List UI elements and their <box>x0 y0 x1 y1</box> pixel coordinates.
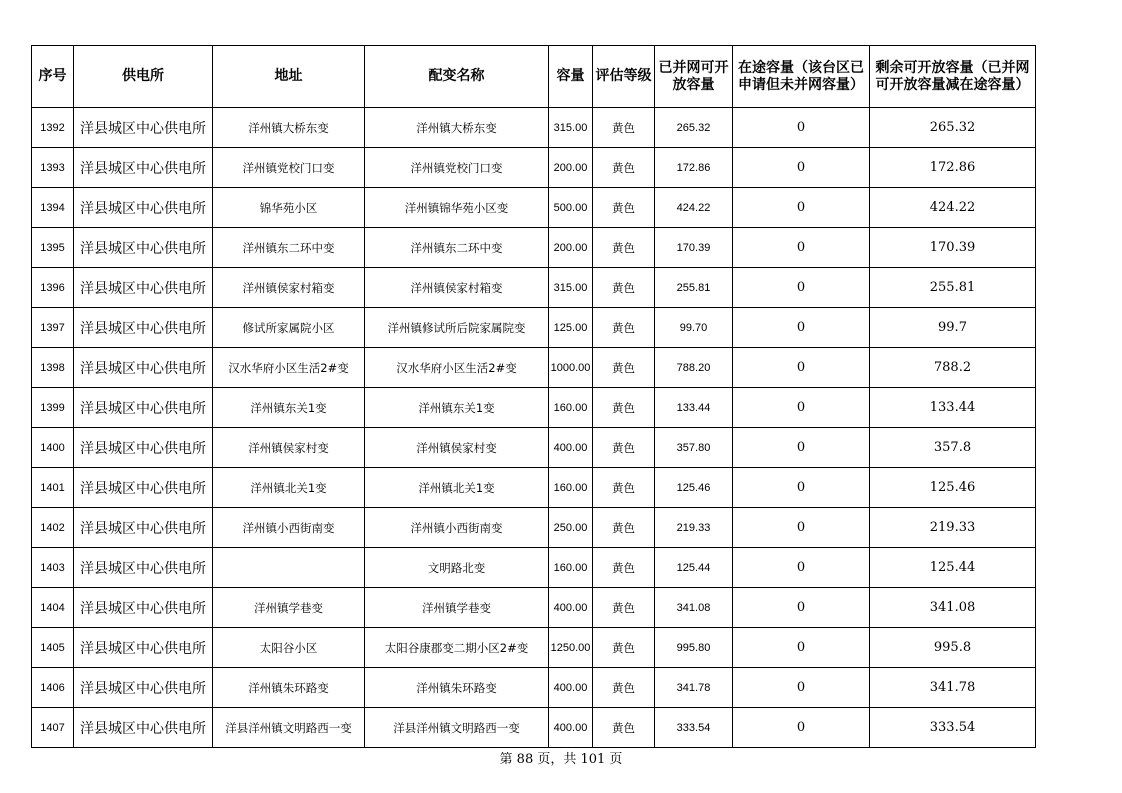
cell-in-transit: 0 <box>733 268 870 308</box>
cell-grade: 黄色 <box>593 148 655 188</box>
table-row <box>32 228 1036 268</box>
cell-transformer-name: 洋州镇锦华苑小区变 <box>365 188 549 228</box>
cell-grade: 黄色 <box>593 628 655 668</box>
cell-in-transit: 0 <box>733 348 870 388</box>
cell-station: 洋县城区中心供电所 <box>74 468 213 508</box>
cell-seq: 1393 <box>32 148 74 188</box>
cell-grade: 黄色 <box>593 668 655 708</box>
cell-open-capacity: 133.44 <box>655 388 733 428</box>
cell-open-capacity: 788.20 <box>655 348 733 388</box>
cell-remaining: 424.22 <box>870 188 1036 228</box>
cell-address: 洋州镇大桥东变 <box>213 108 365 148</box>
cell-in-transit: 0 <box>733 468 870 508</box>
cell-transformer-name: 汉水华府小区生活2#变 <box>365 348 549 388</box>
cell-capacity: 125.00 <box>549 308 593 348</box>
cell-remaining: 341.08 <box>870 588 1036 628</box>
cell-open-capacity: 172.86 <box>655 148 733 188</box>
cell-open-capacity: 357.80 <box>655 428 733 468</box>
cell-in-transit: 0 <box>733 148 870 188</box>
cell-seq: 1399 <box>32 388 74 428</box>
cell-remaining: 788.2 <box>870 348 1036 388</box>
cell-in-transit: 0 <box>733 588 870 628</box>
cell-remaining: 995.8 <box>870 628 1036 668</box>
cell-grade: 黄色 <box>593 268 655 308</box>
cell-grade: 黄色 <box>593 548 655 588</box>
cell-open-capacity: 341.08 <box>655 588 733 628</box>
cell-grade: 黄色 <box>593 108 655 148</box>
table-row <box>32 108 1036 148</box>
cell-open-capacity: 125.44 <box>655 548 733 588</box>
cell-grade: 黄色 <box>593 508 655 548</box>
cell-address: 洋州镇侯家村变 <box>213 428 365 468</box>
cell-in-transit: 0 <box>733 228 870 268</box>
cell-open-capacity: 219.33 <box>655 508 733 548</box>
cell-capacity: 400.00 <box>549 708 593 748</box>
cell-station: 洋县城区中心供电所 <box>74 388 213 428</box>
cell-seq: 1398 <box>32 348 74 388</box>
cell-remaining: 172.86 <box>870 148 1036 188</box>
capacity-table <box>31 45 1036 748</box>
cell-seq: 1395 <box>32 228 74 268</box>
cell-capacity: 160.00 <box>549 388 593 428</box>
cell-transformer-name: 太阳谷康郡变二期小区2#变 <box>365 628 549 668</box>
cell-seq: 1402 <box>32 508 74 548</box>
cell-station: 洋县城区中心供电所 <box>74 548 213 588</box>
cell-in-transit: 0 <box>733 508 870 548</box>
table-row <box>32 388 1036 428</box>
cell-seq: 1396 <box>32 268 74 308</box>
cell-address: 锦华苑小区 <box>213 188 365 228</box>
cell-station: 洋县城区中心供电所 <box>74 148 213 188</box>
cell-in-transit: 0 <box>733 308 870 348</box>
header-capacity: 容量 <box>549 46 593 108</box>
cell-open-capacity: 424.22 <box>655 188 733 228</box>
cell-remaining: 333.54 <box>870 708 1036 748</box>
table-row <box>32 308 1036 348</box>
cell-grade: 黄色 <box>593 708 655 748</box>
cell-seq: 1403 <box>32 548 74 588</box>
table-row <box>32 628 1036 668</box>
cell-grade: 黄色 <box>593 188 655 228</box>
cell-remaining: 125.46 <box>870 468 1036 508</box>
cell-open-capacity: 125.46 <box>655 468 733 508</box>
cell-transformer-name: 洋州镇学巷变 <box>365 588 549 628</box>
cell-address: 洋州镇朱环路变 <box>213 668 365 708</box>
cell-transformer-name: 洋州镇朱环路变 <box>365 668 549 708</box>
cell-capacity: 400.00 <box>549 428 593 468</box>
cell-remaining: 219.33 <box>870 508 1036 548</box>
cell-capacity: 400.00 <box>549 668 593 708</box>
cell-transformer-name: 文明路北变 <box>365 548 549 588</box>
table-row <box>32 468 1036 508</box>
cell-address: 洋州镇学巷变 <box>213 588 365 628</box>
cell-open-capacity: 341.78 <box>655 668 733 708</box>
cell-transformer-name: 洋州镇小西街南变 <box>365 508 549 548</box>
cell-in-transit: 0 <box>733 628 870 668</box>
cell-transformer-name: 洋州镇东二环中变 <box>365 228 549 268</box>
header-transformer-name: 配变名称 <box>365 46 549 108</box>
cell-address: 汉水华府小区生活2#变 <box>213 348 365 388</box>
cell-remaining: 357.8 <box>870 428 1036 468</box>
cell-station: 洋县城区中心供电所 <box>74 708 213 748</box>
header-open-capacity: 已并网可开放容量 <box>655 46 733 108</box>
cell-remaining: 265.32 <box>870 108 1036 148</box>
cell-open-capacity: 99.70 <box>655 308 733 348</box>
cell-station: 洋县城区中心供电所 <box>74 308 213 348</box>
cell-grade: 黄色 <box>593 468 655 508</box>
cell-seq: 1400 <box>32 428 74 468</box>
cell-seq: 1407 <box>32 708 74 748</box>
cell-grade: 黄色 <box>593 428 655 468</box>
cell-seq: 1397 <box>32 308 74 348</box>
cell-station: 洋县城区中心供电所 <box>74 108 213 148</box>
cell-transformer-name: 洋州镇北关1变 <box>365 468 549 508</box>
cell-capacity: 315.00 <box>549 108 593 148</box>
cell-transformer-name: 洋州镇党校门口变 <box>365 148 549 188</box>
cell-capacity: 250.00 <box>549 508 593 548</box>
cell-in-transit: 0 <box>733 708 870 748</box>
cell-grade: 黄色 <box>593 388 655 428</box>
cell-address: 太阳谷小区 <box>213 628 365 668</box>
cell-station: 洋县城区中心供电所 <box>74 348 213 388</box>
cell-remaining: 133.44 <box>870 388 1036 428</box>
cell-station: 洋县城区中心供电所 <box>74 228 213 268</box>
table-row <box>32 668 1036 708</box>
cell-grade: 黄色 <box>593 348 655 388</box>
cell-open-capacity: 255.81 <box>655 268 733 308</box>
cell-grade: 黄色 <box>593 308 655 348</box>
cell-station: 洋县城区中心供电所 <box>74 508 213 548</box>
cell-station: 洋县城区中心供电所 <box>74 188 213 228</box>
cell-address: 洋州镇侯家村箱变 <box>213 268 365 308</box>
table-row <box>32 188 1036 228</box>
cell-capacity: 1250.00 <box>549 628 593 668</box>
page-footer: 第 88 页，共 101 页 <box>499 752 623 767</box>
cell-transformer-name: 洋州镇大桥东变 <box>365 108 549 148</box>
cell-capacity: 400.00 <box>549 588 593 628</box>
cell-seq: 1392 <box>32 108 74 148</box>
table-row <box>32 588 1036 628</box>
table-row <box>32 348 1036 388</box>
table-row <box>32 548 1036 588</box>
cell-seq: 1401 <box>32 468 74 508</box>
cell-address <box>213 548 365 588</box>
cell-remaining: 99.7 <box>870 308 1036 348</box>
cell-address: 洋州镇东二环中变 <box>213 228 365 268</box>
cell-address: 修试所家属院小区 <box>213 308 365 348</box>
cell-seq: 1406 <box>32 668 74 708</box>
header-station: 供电所 <box>74 46 213 108</box>
cell-station: 洋县城区中心供电所 <box>74 668 213 708</box>
cell-station: 洋县城区中心供电所 <box>74 268 213 308</box>
header-address: 地址 <box>213 46 365 108</box>
cell-seq: 1394 <box>32 188 74 228</box>
cell-transformer-name: 洋州镇侯家村变 <box>365 428 549 468</box>
cell-open-capacity: 170.39 <box>655 228 733 268</box>
cell-transformer-name: 洋州镇侯家村箱变 <box>365 268 549 308</box>
cell-open-capacity: 995.80 <box>655 628 733 668</box>
cell-transformer-name: 洋州镇修试所后院家属院变 <box>365 308 549 348</box>
cell-remaining: 125.44 <box>870 548 1036 588</box>
cell-grade: 黄色 <box>593 588 655 628</box>
cell-seq: 1404 <box>32 588 74 628</box>
header-remaining: 剩余可开放容量（已并网可开放容量减在途容量） <box>870 46 1036 108</box>
cell-capacity: 160.00 <box>549 468 593 508</box>
cell-capacity: 315.00 <box>549 268 593 308</box>
cell-address: 洋州镇北关1变 <box>213 468 365 508</box>
table-row <box>32 708 1036 748</box>
cell-open-capacity: 333.54 <box>655 708 733 748</box>
cell-address: 洋州镇党校门口变 <box>213 148 365 188</box>
cell-address: 洋州镇小西街南变 <box>213 508 365 548</box>
cell-remaining: 255.81 <box>870 268 1036 308</box>
header-seq: 序号 <box>32 46 74 108</box>
cell-remaining: 170.39 <box>870 228 1036 268</box>
table-row <box>32 508 1036 548</box>
table-row <box>32 148 1036 188</box>
header-grade: 评估等级 <box>593 46 655 108</box>
cell-open-capacity: 265.32 <box>655 108 733 148</box>
cell-in-transit: 0 <box>733 188 870 228</box>
cell-capacity: 1000.00 <box>549 348 593 388</box>
table-row <box>32 428 1036 468</box>
cell-in-transit: 0 <box>733 108 870 148</box>
cell-capacity: 200.00 <box>549 228 593 268</box>
cell-capacity: 500.00 <box>549 188 593 228</box>
cell-in-transit: 0 <box>733 548 870 588</box>
cell-station: 洋县城区中心供电所 <box>74 628 213 668</box>
cell-seq: 1405 <box>32 628 74 668</box>
header-in-transit: 在途容量（该台区已申请但未并网容量） <box>733 46 870 108</box>
cell-transformer-name: 洋县洋州镇文明路西一变 <box>365 708 549 748</box>
cell-transformer-name: 洋州镇东关1变 <box>365 388 549 428</box>
cell-grade: 黄色 <box>593 228 655 268</box>
cell-station: 洋县城区中心供电所 <box>74 588 213 628</box>
cell-remaining: 341.78 <box>870 668 1036 708</box>
cell-capacity: 160.00 <box>549 548 593 588</box>
cell-in-transit: 0 <box>733 668 870 708</box>
header-row <box>32 46 1036 108</box>
cell-capacity: 200.00 <box>549 148 593 188</box>
cell-address: 洋县洋州镇文明路西一变 <box>213 708 365 748</box>
cell-in-transit: 0 <box>733 388 870 428</box>
cell-in-transit: 0 <box>733 428 870 468</box>
table-row <box>32 268 1036 308</box>
cell-address: 洋州镇东关1变 <box>213 388 365 428</box>
cell-station: 洋县城区中心供电所 <box>74 428 213 468</box>
